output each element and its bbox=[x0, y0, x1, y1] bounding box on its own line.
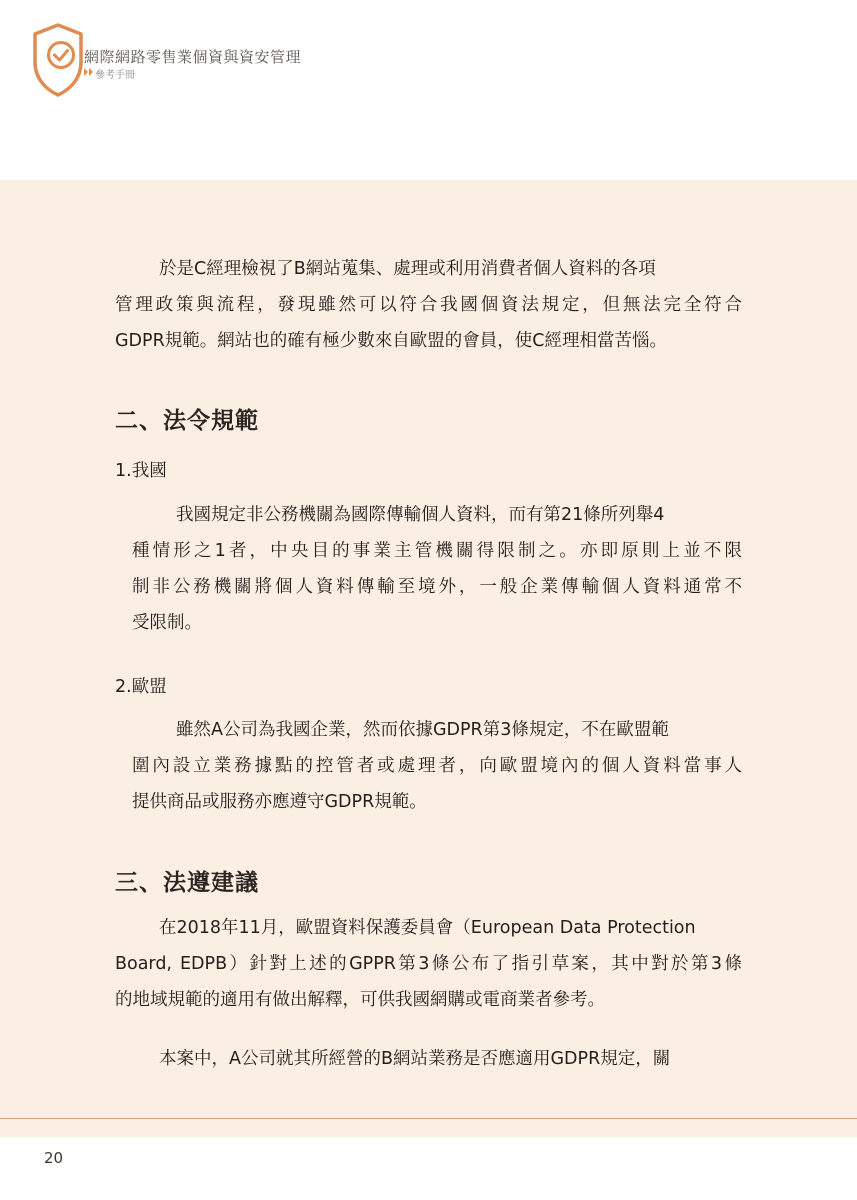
s3-para2-line-1: 本案中，A公司就其所經營的B網站業務是否應適用GDPR規定，關 bbox=[159, 1049, 671, 1069]
section-heading-2: 二、法令規範 bbox=[115, 408, 259, 434]
page-number: 20 bbox=[44, 1149, 64, 1167]
sub1-line-3: 制非公務機關將個人資料傳輸至境外，一般企業傳輸個人資料通常不 bbox=[132, 577, 742, 597]
section-heading-3: 三、法遵建議 bbox=[115, 870, 259, 896]
s3-para1-line-1: 在2018年11月，歐盟資料保護委員會（European Data Protection bbox=[159, 918, 696, 938]
sub2-line-3: 提供商品或服務亦應遵守GDPR規範。 bbox=[132, 792, 427, 812]
s3-para1-line-3: 的地域規範的適用有做出解釋，可供我國網購或電商業者參考。 bbox=[115, 990, 605, 1010]
header-title: 網際網路零售業個資與資安管理 bbox=[84, 48, 302, 66]
subsection-title-1: 1.我國 bbox=[115, 461, 167, 481]
intro-line-1: 於是C經理檢視了B網站蒐集、處理或利用消費者個人資料的各項 bbox=[159, 259, 656, 279]
double-arrow-icon bbox=[84, 68, 94, 76]
s3-para1-line-2: Board, EDPB）針對上述的GPPR第3條公布了指引草案，其中對於第3條 bbox=[115, 954, 742, 974]
band-divider bbox=[0, 1118, 857, 1119]
sub2-line-1: 雖然A公司為我國企業，然而依據GDPR第3條規定，不在歐盟範 bbox=[176, 720, 669, 740]
intro-line-3: GDPR規範。網站也的確有極少數來自歐盟的會員，使C經理相當苦惱。 bbox=[115, 331, 667, 351]
shield-check-icon bbox=[32, 22, 84, 98]
sub2-line-2: 圍內設立業務據點的控管者或處理者，向歐盟境內的個人資料當事人 bbox=[132, 756, 742, 776]
page-header bbox=[0, 0, 857, 180]
sub1-line-1: 我國規定非公務機關為國際傳輸個人資料，而有第21條所列舉4 bbox=[176, 505, 665, 525]
sub1-line-2: 種情形之1者，中央目的事業主管機關得限制之。亦即原則上並不限 bbox=[132, 541, 742, 561]
sub1-line-4: 受限制。 bbox=[132, 613, 202, 633]
intro-line-2: 管理政策與流程，發現雖然可以符合我國個資法規定，但無法完全符合 bbox=[115, 295, 742, 315]
header-subtitle: 參考手冊 bbox=[95, 70, 135, 81]
subsection-title-2: 2.歐盟 bbox=[115, 677, 167, 697]
